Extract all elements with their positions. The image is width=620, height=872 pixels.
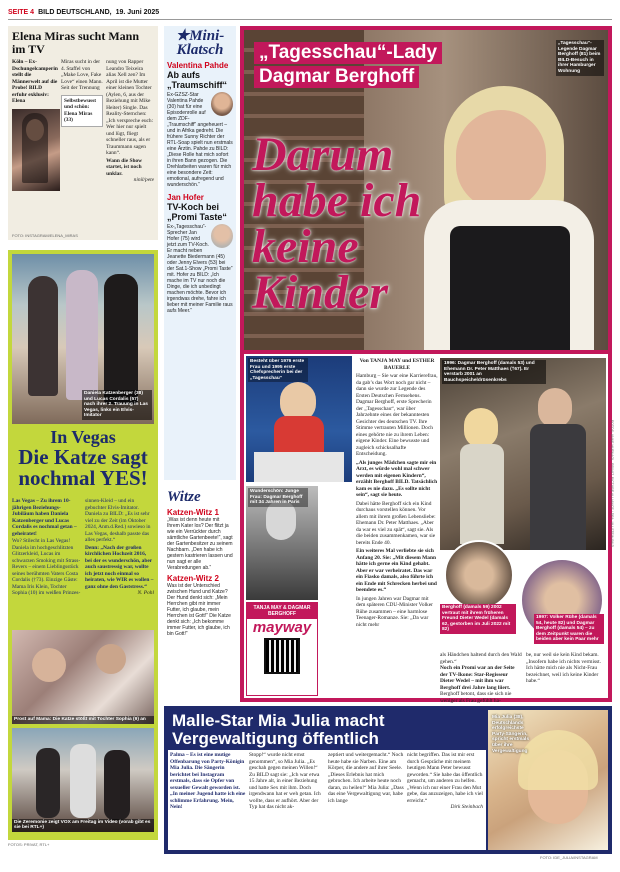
berghoff-kicker-line2: Dagmar Berghoff [254,66,419,88]
elena-col3: nung von Rapper Leandro Teixeira alias Xell zen? Im April ist die Mutter einer kleinen Tochter (Aylen, 6, aus der Beziehung mit Mike Heiter) Single. Das Reality-Sternchen: „Ich verspreche euch: Wer hier nur spielt und lügt, fliegt schneller raus, als er Traummann sagen kann“. [106,59,154,156]
headline-line1: Darum [252,128,394,181]
issue-date: 19. Juni 2025 [115,9,160,16]
berghoff-hero-caption: „Tagesschau“-Legende Dagmar Berghoff (81) beim BILD-Besuch in ihrer Hamburger Wohnung [556,40,604,76]
klatsch-title [167,29,233,57]
witz1-head: Katzen-Witz 1 [167,508,219,517]
berghoff-text1e: In jungen Jahren war Dagmar mit dem späteren CDU-Minister Volker Rühe zusammen – eine harmlose Teenager-Romanze. Sie: „Da war nicht mehr [356,595,433,628]
tagesschau-caption: Besteht über 1976 erste Frau und 1995 erste Chefsprecherin bei der „Tagesschau“ [248,358,308,382]
vegas-article [8,250,158,840]
witze-box [164,486,236,700]
headline-line4: Kinder [252,266,389,319]
ruehe-caption: 1997: Volker Rühe (damals 54, heute 82) und Dagmar Berghoff (damals 54) – zu dem Zeitpunkt waren die beiden aber kein Paar mehr [534,614,604,644]
klatsch-text2: Ex-„Tagesschau“-Sprecher Jan Hofer (75) wird jetzt zum TV-Koch. Er macht neben Jeanette Biedermann (45) oder Jenny Elvers (53) bei der Sat.1-Show „Promi Taste“ mit. Hofer zu BILD: „Ich mache im TV nur noch die Dinge, die ich unbedingt machen möchte. Bevor ich irgendwas drehe, fahre ich lieber mit meiner Familie raus aufs Meer.“ [167,224,233,314]
vegas-body3: Denn: „Nach der großen kirchlichen Hochzeit 2016, bei der es wunderschön, aber auch saustressig war, wollte ich jetzt noch einmal so heiraten, wie WIR es wollen – ganz ohne den Gaststress.“ [85,544,154,590]
berghoff-text2c: Berghoff betont, dass sie sich nie weniger als Frau gefühlt ha- [440,691,512,704]
vegas-photo-caption: Daniela Katzenberger (38) und Lucas Cordalis (57) nach ihrer 2. Trauung in Las Vegas, links ein Elvis-Imitator [82,390,152,420]
newspaper-name: BILD DEUTSCHLAND, [38,9,112,16]
elena-article [8,26,158,240]
berghoff-text2b: Noch ein Promi war an der Seite der TV-Ikone: Star-Regisseur Dieter Wedel – mit ihm war Berghoff drei Jahre lang liiert. [440,665,515,691]
malle-headline: Malle-Star Mia Julia macht Vergewaltigung öffentlich [172,711,385,748]
witze-title: Witze [167,489,201,505]
klatsch-text1: Ex-GZSZ-Star Valentina Pahde (30) hat für eine Episodenrolle auf dem ZDF-„Traumschiff“ angeheuert – und in Afrika gedreht. Die frühere Sunny Richter der RTL-Soap spielt nun erstmals eine Ärztin. Pahde zu BILD: „Diese Rolle hat mich sofort in ihren Bann gezogen. Die Drehlarbeiten waren für mich eine besondere Zeit: emotional, aufregend und wunderschön.“ [167,92,233,188]
mayway-ad[interactable] [246,602,318,696]
page-header [8,6,612,20]
headline-line2: habe ich [252,174,422,227]
mia-julia-caption: Mia Julia (38), Deutschlands erfolgreichste Party-Sängerin, spricht erstmals über ihre Vergewaltigung [492,715,530,754]
paris-caption: Wunderschön: Junge Frau: Dagmar Berghoff mit 34 Jahren in Paris [248,488,308,507]
klatsch-head2: TV-Koch bei „Promi Taste“ [167,202,227,222]
elena-lead: Köln – Ex-Dschungelcamperin stellt die Männerwelt auf die Probe! BILD erfuhr exklusiv: Elena [12,59,58,104]
wedel-caption: Berghoff (damals 59) 2002 vertraut mit ihrem früheren Freund Dieter Wedel (damals 62, gestorben im Juli 2022 mit 82) [440,604,516,634]
klatsch-name1: Valentina Pahde [167,61,229,70]
malle-col4: nicht begriffen. Das ist mir erst durch Gespräche mit meinem heutigen Mann Peter bewusst geworden.“ Sie habe das öffentlich gemacht, um anderen zu helfen. „Wenn ich nur einer Frau den Mut gebe, das anzuzeigen, habe ich viel erreicht.“ [407,752,483,804]
mia-julia-photo [488,710,608,850]
elena-photo [12,109,60,191]
malle-col1: Palma – Es ist eine mutige Offenbarung von Party-Königin Mia Julia. Die Sängerin berichtet bei Instagram erstmals, dass sie Opfer von sexueller Gewalt geworden ist. „In meiner Jugend hatte ich eine schlimme Erfahrung. Mein, Nein! [170,752,246,810]
witz1-text: „Was ist denn heute mit Ihrem Kater los? Der flitzt ja wie ein Verrückter durch sämtliche Gartenbeete!“, sagt der Gartenbesitzer zu seinem Nachbarn. „Den habe ich gestern kastrieren lassen und nun sagt er alle Verabredungen ab.“ [167,517,233,571]
malle-credit: FOTO: IDE_JULIA/INSTAGRAM [540,855,598,860]
mayway-qr-code[interactable] [264,638,300,674]
vegas-headline: Die Katze sagt nochmal YES! [18,445,148,490]
tagesschau-photo [246,356,352,482]
elena-col2: Miras sucht in der 4. Staffel von „Make Love, Fake Love“ einen Mann. Seit der Trennung [61,59,103,91]
berghoff-text1c: Dabei hätte Berghoff sich ein Kind durchaus vorstellen können. Vor allem mit ihrem großen Lebensliebe: Ehemann Dr. Peter Matthaes. „Aber da war es viel zu spät“, sagt sie. Als die beiden zusammenkamen, war sie bereits Ende 40. [356,500,436,546]
couple-1996-photo [440,358,606,550]
berghoff-credit: FOTOS: ANNE HUFNAGL, PRIVAT, PICTURE ALLIANCE / DPA, ULLSTEIN BILD [610,420,614,548]
vegas-body2: sinnen-Kleid – und ein gebuchter Elvis-Imitator. Daniela zu BILD: „Es ist sehr viel zu der Zeit (im Oktober 2024, Anm.d.Red.) sowieso in Las Vegas, deshalb passte das alles perfekt.“ [85,498,151,543]
vegas-toast-caption: Prost auf Mama: Die Katze stößt mit Tochter Sophia (9) an [12,716,154,724]
vegas-wedding-photo [12,254,154,424]
hofer-portrait [211,224,233,248]
berghoff-text1d: Ein weiteres Mal verliebte sie sich Anfang 20. Sie: „Mit diesem Mann hätte ich gerne ein Kind gehabt. Aber er war verheiratet. Das war ein Fiasko damals, also führte ich ein Ende mit Schrecken herbei und beendete es.“ [356,548,437,593]
malle-col3: zeptiert und weitergemacht.“ Noch heute habe sie Narben. Eine am Körper, die andere auf ihrer Seele. „Dieses Erlebnis hat mich gebrochen. Ich arbeite heute noch daran, zu heilen!“ Mia Julia: „Dass das eine Vergewaltigung war, habe ich lange [328,752,404,804]
malle-body [168,750,486,850]
elena-end: Wann die Show startet, ist noch unklar. [106,157,143,177]
elena-author: ninil/pete [133,177,154,183]
headline-line3: keine [252,220,359,273]
berghoff-kicker-line1: „Tagesschau“-Lady [254,42,442,64]
berghoff-text1b: „Als junges Mädchen sagte mir ein Arzt, es würde wohl mal schwer werden mit eigenen Kindern“, erzählt Berghoff BILD. Tatsächlich kam es nie dazu. „Es sollte nicht sein“, sagt sie heute. [356,459,438,498]
malle-author: Dirk Steinbach [450,804,483,810]
mayway-logo: mayway [252,619,312,636]
klatsch-head1: Ab aufs „Traumschiff“ [167,70,228,90]
berghoff-byline: Von TANJA MAY und ESTHER BAUERLE [359,358,435,371]
vegas-kicker: In Vegas [50,427,116,447]
star-icon: ★ [175,28,190,44]
vegas-credit: FOTOS: PRIVAT, RTL+ [8,842,50,847]
vegas-author: N. Pohl [137,590,154,596]
berghoff-col1 [356,358,438,696]
mayway-ad-top: TANJA MAY & DAGMAR BERGHOFF [247,603,317,619]
vegas-ceremony-caption: Die Zeremonie zeigt VOX am Freitag im Video (vorab gibt es sie bei RTL+) [12,819,154,832]
malle-col2: Stopp!“ wurde nicht ernst genommen“, so Mia Julia. „Es geschah gegen meinen Willen!“ Zu BILD sagt sie: „Ich war etwa 15 Jahre alt, in einer Beziehung und hatte Sex mit ihm. Doch irgendwann hat er weh getan. Ich wollte, dass er aufhört. Aber der Typ hat das nicht ak- [249,752,321,810]
section-label: SEITE 4 [8,9,35,16]
berghoff-text2: als Händchen haltend durch den Wald gehen.“ [440,652,522,665]
elena-quote-box [61,95,103,127]
berghoff-col2 [440,652,522,704]
elena-quote: Selbstbewusst und schön: Elena Miras (33) [64,97,97,123]
elena-credit: FOTO: INSTAGRAM/ELENA_MIRAS [12,233,78,238]
berghoff-text1: Hamburg – Sie war eine Karrierefrau, da gab’s das Wort noch gar nicht – dann sie wurde zur Legende des Ersten Deutschen Fernsehens. Dagmar Berghoff, erste Sprecherin der „Tagesschau“, war über Jahrzehnte eines der bekanntesten Gesichter des deutschen TV. Ihre Stimme vertrauten Millionen. Doch eines gehörte nie zu ihrem Leben: eigene Kinder. Eine bewusste und zugleich schicksalhafte Entscheidung. [356,373,438,457]
berghoff-col3 [526,652,606,698]
klatsch-name2: Jan Hofer [167,193,204,202]
vegas-body1: Wo? Stilecht in Las Vegas! Daniela im hochgeschlitzten Glitzerkleid, Lucas im schwarzen Smoking mit Strass-Revers – einem Lieblingsstück seines berühmten Vaters Costa Cordalis (†73). Einzige Gäste: Mama Iris Klein, Tochter Sophia (10) im weißen Prinzes- [12,538,81,596]
berghoff-kicker [254,42,442,88]
elena-headline: Elena Miras sucht Mann im TV [12,29,140,56]
vegas-lead: Las Vegas – Zu ihrem 10-jährigen Beziehungs-Jubiläum haben Daniela Katzenberger und Lucas Cordalis es nochmal getan – geheiratet! [12,498,77,537]
paris-photo [246,486,318,600]
couple-1996-caption: 1996: Dagmar Berghoff (damals 53) und Ehemann Dr. Peter Matthaes (†67). Er verstarb 2001 an Bauchspeicheldrüsenkrebs [442,360,546,384]
klatsch-title-text: Mini-Klatsch [176,28,225,58]
witz2-text: Was ist der Unterschied zwischen Hund und Katze? Der Hund denkt sich: „Mein Herrchen gibt mir immer Futter, ich glaube, mein Herrchen ist Gott!“ Die Katze denkt sich: „Ich bekomme immer Futter, ich glaube, ich bin Gott!“ [167,583,231,637]
pahde-portrait [211,92,233,116]
berghoff-text3: be, nur weil sie kein Kind bekam. „Insofern habe ich nichts vermisst. Ich hätte mich nie als Nicht-Frau bezeichnet, weil ich keine Kinder habe.“ [526,652,601,684]
berghoff-headline [252,128,422,319]
witz2-head: Katzen-Witz 2 [167,574,219,583]
wedel-photo [444,540,514,610]
mini-klatsch [164,26,236,480]
vegas-toast-photo [12,630,154,724]
vegas-ceremony-photo [12,728,154,832]
